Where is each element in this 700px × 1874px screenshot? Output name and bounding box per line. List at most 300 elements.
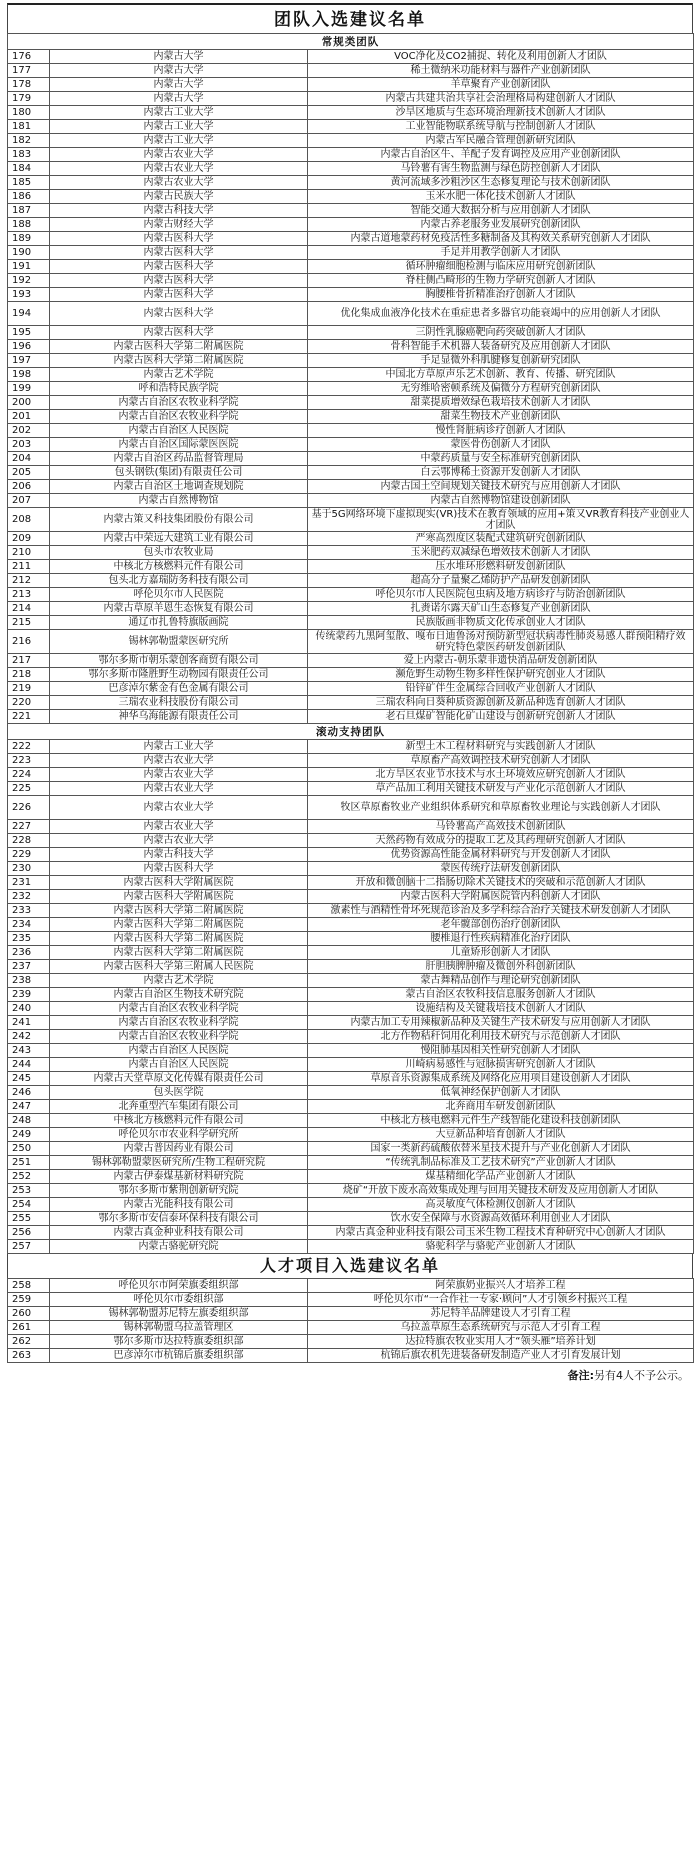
row-number: 217 [8, 654, 50, 668]
row-organization: 北奔重型汽车集团有限公司 [50, 1100, 308, 1114]
row-organization: 内蒙古自治区人民医院 [50, 1044, 308, 1058]
table-row [8, 354, 694, 368]
row-number: 189 [8, 232, 50, 246]
row-organization: 鄂尔多斯市隆胜野生动物园有限责任公司 [50, 668, 308, 682]
row-team-name: 达拉特旗农牧业实用人才“领头雁”培养计划 [308, 1335, 694, 1349]
table-row [8, 1114, 694, 1128]
row-number: 263 [8, 1349, 50, 1363]
row-team-name: VOC净化及CO2捕捉、转化及利用创新人才团队 [308, 50, 694, 64]
table-row [8, 574, 694, 588]
row-number: 259 [8, 1293, 50, 1307]
row-number: 261 [8, 1321, 50, 1335]
row-organization: 内蒙古骆驼研究院 [50, 1240, 308, 1254]
row-number: 242 [8, 1030, 50, 1044]
row-team-name: 基于5G网络环境下虚拟现实(VR)技术在教育领域的应用+策又VR教育科技产业创业人才团队 [308, 508, 694, 532]
table-row [8, 1335, 694, 1349]
table-row [8, 176, 694, 190]
row-team-name: 老石旦煤矿智能化矿山建设与创新研究创新人才团队 [308, 710, 694, 724]
row-organization: 内蒙古自治区农牧业科学院 [50, 1030, 308, 1044]
row-organization: 三瑞农业科技股份有限公司 [50, 696, 308, 710]
row-number: 201 [8, 410, 50, 424]
row-team-name: 玉米水肥一体化技术创新人才团队 [308, 190, 694, 204]
row-team-name: 蒙医骨伤创新人才团队 [308, 438, 694, 452]
row-organization: 锡林郭勒盟苏尼特左旗委组织部 [50, 1307, 308, 1321]
team-table [7, 33, 694, 1254]
table-row [8, 682, 694, 696]
table-row [8, 508, 694, 532]
talent-section-title: 人才项目入选建议名单 [7, 1254, 693, 1278]
row-number: 203 [8, 438, 50, 452]
row-number: 196 [8, 340, 50, 354]
row-team-name: 新型土木工程材料研究与实践创新人才团队 [308, 740, 694, 754]
row-organization: 内蒙古自治区农牧业科学院 [50, 396, 308, 410]
row-organization: 内蒙古医科大学第二附属医院 [50, 354, 308, 368]
table-row [8, 494, 694, 508]
table-row [8, 862, 694, 876]
row-organization: 内蒙古自治区药品监督管理局 [50, 452, 308, 466]
table-row [8, 64, 694, 78]
row-number: 207 [8, 494, 50, 508]
row-number: 182 [8, 134, 50, 148]
row-organization: 内蒙古大学 [50, 92, 308, 106]
row-organization: 包头北方嘉瑞防务科技有限公司 [50, 574, 308, 588]
section-label: 滚动支持团队 [8, 724, 694, 740]
table-row [8, 974, 694, 988]
row-team-name: 激素性与酒精性骨坏死规范诊治及多学科综合治疗关键技术研发创新人才团队 [308, 904, 694, 918]
table-row [8, 532, 694, 546]
row-number: 204 [8, 452, 50, 466]
table-row [8, 960, 694, 974]
row-team-name: 内蒙古道地蒙药材免疫活性多糖制备及其构效关系研究创新人才团队 [308, 232, 694, 246]
row-organization: 内蒙古医科大学 [50, 288, 308, 302]
row-organization: 内蒙古大学 [50, 50, 308, 64]
row-organization: 内蒙古策又科技集团股份有限公司 [50, 508, 308, 532]
row-number: 180 [8, 106, 50, 120]
row-organization: 内蒙古艺术学院 [50, 368, 308, 382]
table-row [8, 148, 694, 162]
row-organization: 内蒙古自治区人民医院 [50, 1058, 308, 1072]
table-row [8, 740, 694, 754]
row-team-name: 民族版画非物质文化传承创业人才团队 [308, 616, 694, 630]
table-row [8, 696, 694, 710]
page-title: 团队入选建议名单 [7, 3, 693, 33]
row-number: 181 [8, 120, 50, 134]
row-team-name: 开放和微创脑十二指肠切除术关键技术的突破和示范创新人才团队 [308, 876, 694, 890]
row-organization: 鄂尔多斯市安信泰环保科技有限公司 [50, 1212, 308, 1226]
row-organization: 内蒙古医科大学 [50, 274, 308, 288]
table-row [8, 988, 694, 1002]
table-row [8, 588, 694, 602]
table-row [8, 668, 694, 682]
row-team-name: 压水堆环形燃料研发创新团队 [308, 560, 694, 574]
row-number: 255 [8, 1212, 50, 1226]
row-team-name: 濒危野生动物生物多样性保护研究创业人才团队 [308, 668, 694, 682]
table-row [8, 1142, 694, 1156]
row-team-name: 内蒙古医科大学附属医院管内科创新人才团队 [308, 890, 694, 904]
row-organization: 内蒙古医科大学 [50, 246, 308, 260]
row-organization: 内蒙古医科大学 [50, 232, 308, 246]
row-team-name: 骨科智能手术机器人装备研究及应用创新人才团队 [308, 340, 694, 354]
table-row [8, 396, 694, 410]
row-team-name: 饮水安全保障与水资源高效循环利用创业人才团队 [308, 1212, 694, 1226]
table-row [8, 602, 694, 616]
table-row [8, 50, 694, 64]
row-number: 230 [8, 862, 50, 876]
row-team-name: 苏尼特羊品牌建设人才引育工程 [308, 1307, 694, 1321]
row-team-name: 烧矿“开放下废水高效集成处理与回用关键技术研发及应用创新人才团队 [308, 1184, 694, 1198]
row-organization: 内蒙古中荣远大建筑工业有限公司 [50, 532, 308, 546]
row-team-name: 北方作物秸秆饲用化利用技术研究与示范创新人才团队 [308, 1030, 694, 1044]
row-organization: 内蒙古医科大学第三附属人民医院 [50, 960, 308, 974]
row-organization: 内蒙古医科大学附属医院 [50, 876, 308, 890]
row-team-name: 高灵敏度气体检测仪创新人才团队 [308, 1198, 694, 1212]
row-team-name: 手足并用教学创新人才团队 [308, 246, 694, 260]
row-organization: 内蒙古大学 [50, 78, 308, 92]
table-row [8, 630, 694, 654]
row-organization: 通辽市扎鲁特旗版画院 [50, 616, 308, 630]
row-organization: 包头医学院 [50, 1086, 308, 1100]
table-row [8, 1100, 694, 1114]
table-row [8, 1044, 694, 1058]
table-row [8, 1016, 694, 1030]
row-organization: 内蒙古医科大学 [50, 326, 308, 340]
row-organization: 内蒙古农业大学 [50, 782, 308, 796]
row-organization: 锡林郭勒盟乌拉盖管理区 [50, 1321, 308, 1335]
row-organization: 内蒙古自治区农牧业科学院 [50, 1016, 308, 1030]
table-row [8, 424, 694, 438]
row-team-name: 内蒙古真金种业科技有限公司玉米生物工程技术育种研究中心创新人才团队 [308, 1226, 694, 1240]
row-organization: 内蒙古自然博物馆 [50, 494, 308, 508]
row-number: 188 [8, 218, 50, 232]
row-number: 205 [8, 466, 50, 480]
row-organization: 内蒙古自治区农牧业科学院 [50, 410, 308, 424]
row-organization: 内蒙古医科大学 [50, 260, 308, 274]
table-row [8, 466, 694, 480]
table-row [8, 1307, 694, 1321]
table-row [8, 654, 694, 668]
row-team-name: 甜菜生物技术产业创新团队 [308, 410, 694, 424]
table-row [8, 796, 694, 820]
row-number: 246 [8, 1086, 50, 1100]
row-number: 240 [8, 1002, 50, 1016]
table-row [8, 1072, 694, 1086]
table-row [8, 368, 694, 382]
row-number: 202 [8, 424, 50, 438]
row-organization: 内蒙古自治区国际蒙医医院 [50, 438, 308, 452]
row-number: 193 [8, 288, 50, 302]
row-organization: 内蒙古天堂草原文化传媒有限责任公司 [50, 1072, 308, 1086]
table-row [8, 1198, 694, 1212]
table-row [8, 1226, 694, 1240]
table-row [8, 1030, 694, 1044]
row-organization: 中核北方核燃料元件有限公司 [50, 1114, 308, 1128]
row-organization: 内蒙古农业大学 [50, 834, 308, 848]
row-organization: 内蒙古工业大学 [50, 134, 308, 148]
row-number: 239 [8, 988, 50, 1002]
row-team-name: 严寒高烈度区装配式建筑研究创新团队 [308, 532, 694, 546]
row-number: 187 [8, 204, 50, 218]
row-number: 195 [8, 326, 50, 340]
row-team-name: 胸腰椎骨折精准治疗创新人才团队 [308, 288, 694, 302]
row-team-name: 内蒙古共建共治共享社会治理格局构建创新人才团队 [308, 92, 694, 106]
table-row [8, 232, 694, 246]
row-organization: 内蒙古自治区生物技术研究院 [50, 988, 308, 1002]
row-number: 225 [8, 782, 50, 796]
row-team-name: 羊草聚育产业创新团队 [308, 78, 694, 92]
row-organization: 鄂尔多斯市达拉特旗委组织部 [50, 1335, 308, 1349]
row-team-name: 草产品加工利用关键技术研发与产业化示范创新人才团队 [308, 782, 694, 796]
table-row [8, 1349, 694, 1363]
row-team-name: 老年髋部创伤治疗创新团队 [308, 918, 694, 932]
row-number: 199 [8, 382, 50, 396]
row-team-name: 国家一类新药硫酸依替米星技术提升与产业化创新人才团队 [308, 1142, 694, 1156]
footnote-text: 另有4人不予公示。 [594, 1369, 689, 1382]
row-organization: 内蒙古民族大学 [50, 190, 308, 204]
row-organization: 呼和浩特民族学院 [50, 382, 308, 396]
row-number: 231 [8, 876, 50, 890]
row-team-name: 优势资源高性能金属材料研究与开发创新人才团队 [308, 848, 694, 862]
row-team-name: 内蒙古军民融合管理创新研究团队 [308, 134, 694, 148]
row-team-name: 循环肿瘤细胞检测与临床应用研究创新团队 [308, 260, 694, 274]
row-number: 194 [8, 302, 50, 326]
row-organization: 内蒙古自治区农牧业科学院 [50, 1002, 308, 1016]
row-team-name: 玉米肥药双减绿色增效技术创新人才团队 [308, 546, 694, 560]
table-row [8, 438, 694, 452]
table-row [8, 382, 694, 396]
row-team-name: 传统蒙药九黑阿玺散、嘎布日迪鲁汤对预防新型冠状病毒性肺炎易感人群预阳精疗效研究特色蒙医药研发创新团队 [308, 630, 694, 654]
row-organization: 锡林郭勒盟蒙医研究所 [50, 630, 308, 654]
row-organization: 内蒙古草原羊恩生态恢复有限公司 [50, 602, 308, 616]
row-number: 221 [8, 710, 50, 724]
row-team-name: 大豆新品种培育创新人才团队 [308, 1128, 694, 1142]
row-number: 249 [8, 1128, 50, 1142]
row-team-name: 阿荣旗奶业振兴人才培养工程 [308, 1279, 694, 1293]
row-organization: 内蒙古农业大学 [50, 768, 308, 782]
table-row [8, 1128, 694, 1142]
row-number: 183 [8, 148, 50, 162]
table-row [8, 904, 694, 918]
row-team-name: 慢性肾脏病诊疗创新人才团队 [308, 424, 694, 438]
row-team-name: 内蒙古加工专用辣椒新品种及关键生产技术研发与应用创新人才团队 [308, 1016, 694, 1030]
table-row [8, 1279, 694, 1293]
row-number: 211 [8, 560, 50, 574]
row-organization: 内蒙古农业大学 [50, 754, 308, 768]
row-team-name: 沙旱区地质与生态环境治理新技术创新人才团队 [308, 106, 694, 120]
row-number: 200 [8, 396, 50, 410]
table-row [8, 848, 694, 862]
row-team-name: 三瑞农科向日葵种质资源创新及新品种选育创新人才团队 [308, 696, 694, 710]
row-organization: 内蒙古财经大学 [50, 218, 308, 232]
row-organization: 呼伦贝尔市人民医院 [50, 588, 308, 602]
row-number: 216 [8, 630, 50, 654]
row-number: 234 [8, 918, 50, 932]
table-row [8, 946, 694, 960]
table-row [8, 410, 694, 424]
row-organization: 呼伦贝尔市阿荣旗委组织部 [50, 1279, 308, 1293]
row-organization: 内蒙古医科大学第二附属医院 [50, 932, 308, 946]
row-number: 184 [8, 162, 50, 176]
row-number: 206 [8, 480, 50, 494]
row-team-name: 呼伦贝尔市人民医院包虫病及地方病诊疗与防治创新团队 [308, 588, 694, 602]
table-row [8, 246, 694, 260]
table-row [8, 480, 694, 494]
row-organization: 呼伦贝尔市委组织部 [50, 1293, 308, 1307]
row-number: 258 [8, 1279, 50, 1293]
table-row [8, 1184, 694, 1198]
table-row [8, 162, 694, 176]
row-organization: 内蒙古农业大学 [50, 162, 308, 176]
row-number: 233 [8, 904, 50, 918]
row-number: 176 [8, 50, 50, 64]
row-organization: 内蒙古自治区土地调查规划院 [50, 480, 308, 494]
row-team-name: 北奔商用车研发创新团队 [308, 1100, 694, 1114]
table-row [8, 78, 694, 92]
table-row [8, 274, 694, 288]
table-row [8, 1170, 694, 1184]
row-organization: 内蒙古艺术学院 [50, 974, 308, 988]
row-team-name: 低氧神经保护创新人才团队 [308, 1086, 694, 1100]
row-team-name: 中蒙药质量与安全标准研究创新团队 [308, 452, 694, 466]
row-team-name: 设施结构及关键栽培技术创新人才团队 [308, 1002, 694, 1016]
table-row [8, 288, 694, 302]
row-number: 213 [8, 588, 50, 602]
row-number: 220 [8, 696, 50, 710]
row-team-name: 稀土微纳米功能材料与器件产业创新团队 [308, 64, 694, 78]
table-row [8, 302, 694, 326]
row-number: 244 [8, 1058, 50, 1072]
row-number: 212 [8, 574, 50, 588]
row-number: 192 [8, 274, 50, 288]
table-row [8, 834, 694, 848]
row-number: 185 [8, 176, 50, 190]
table-row [8, 1058, 694, 1072]
table-row [8, 1002, 694, 1016]
row-team-name: 中核北方核电燃料元件生产线智能化建设科技创新团队 [308, 1114, 694, 1128]
row-number: 210 [8, 546, 50, 560]
row-team-name: 蒙医传统疗法研发创新团队 [308, 862, 694, 876]
row-number: 232 [8, 890, 50, 904]
row-organization: 内蒙古医科大学第二附属医院 [50, 904, 308, 918]
row-organization: 呼伦贝尔市农业科学研究所 [50, 1128, 308, 1142]
row-number: 247 [8, 1100, 50, 1114]
table-row [8, 546, 694, 560]
row-number: 253 [8, 1184, 50, 1198]
document-sheet [7, 3, 693, 1383]
row-team-name: 内蒙古国土空间规划关键技术研究与应用创新人才团队 [308, 480, 694, 494]
table-row [8, 204, 694, 218]
row-organization: 巴彦淖尔紫金有色金属有限公司 [50, 682, 308, 696]
row-number: 219 [8, 682, 50, 696]
row-team-name: 工业智能物联系统导航与控制创新人才团队 [308, 120, 694, 134]
row-number: 248 [8, 1114, 50, 1128]
row-team-name: 智能交通大数据分析与应用创新人才团队 [308, 204, 694, 218]
section-label: 常规类团队 [8, 34, 694, 50]
table-row [8, 890, 694, 904]
row-number: 262 [8, 1335, 50, 1349]
footnote [7, 1367, 693, 1383]
row-number: 251 [8, 1156, 50, 1170]
row-organization: 内蒙古普因药业有限公司 [50, 1142, 308, 1156]
row-number: 190 [8, 246, 50, 260]
row-organization: 中核北方核燃料元件有限公司 [50, 560, 308, 574]
row-organization: 内蒙古医科大学 [50, 302, 308, 326]
table-row [8, 710, 694, 724]
row-number: 229 [8, 848, 50, 862]
table-row [8, 754, 694, 768]
table-row [8, 918, 694, 932]
row-organization: 包头钢铁(集团)有限责任公司 [50, 466, 308, 480]
row-number: 254 [8, 1198, 50, 1212]
row-organization: 锡林郭勒盟蒙医研究所/生物工程研究院 [50, 1156, 308, 1170]
row-team-name: 牧区草原畜牧业产业组织体系研究和草原畜牧业理论与实践创新人才团队 [308, 796, 694, 820]
table-row [8, 340, 694, 354]
table-row [8, 820, 694, 834]
table-row [8, 120, 694, 134]
row-number: 252 [8, 1170, 50, 1184]
row-organization: 内蒙古医科大学附属医院 [50, 890, 308, 904]
table-row [8, 1240, 694, 1254]
row-team-name: 蒙古舞精品创作与理论研究创新团队 [308, 974, 694, 988]
row-number: 241 [8, 1016, 50, 1030]
row-number: 218 [8, 668, 50, 682]
row-team-name: 扎赉诺尔露天矿山生态修复产业创新团队 [308, 602, 694, 616]
row-team-name: 铅锌矿伴生金属综合回收产业创新人才团队 [308, 682, 694, 696]
row-organization: 内蒙古科技大学 [50, 204, 308, 218]
row-team-name: 内蒙古自治区牛、羊配子发育调控及应用产业创新团队 [308, 148, 694, 162]
row-organization: 包头市农牧业局 [50, 546, 308, 560]
row-team-name: 黄河流域多沙粗沙区生态修复理论与技术创新团队 [308, 176, 694, 190]
row-team-name: 白云鄂博稀土资源开发创新人才团队 [308, 466, 694, 480]
row-number: 222 [8, 740, 50, 754]
row-organization: 内蒙古医科大学 [50, 862, 308, 876]
row-number: 260 [8, 1307, 50, 1321]
talent-table [7, 1278, 694, 1363]
table-row [8, 876, 694, 890]
row-number: 186 [8, 190, 50, 204]
table-row [8, 782, 694, 796]
row-team-name: 中国北方草原声乐艺术创新、教育、传播、研究团队 [308, 368, 694, 382]
row-organization: 鄂尔多斯市朝乐蒙创客商贸有限公司 [50, 654, 308, 668]
row-number: 191 [8, 260, 50, 274]
row-number: 215 [8, 616, 50, 630]
row-number: 209 [8, 532, 50, 546]
row-number: 226 [8, 796, 50, 820]
row-team-name: 呼伦贝尔市“一合作社一专家·顾问”人才引领乡村振兴工程 [308, 1293, 694, 1307]
row-team-name: 腰椎退行性疾病精准化治疗团队 [308, 932, 694, 946]
row-team-name: 蒙古自治区农牧科技信息服务创新人才团队 [308, 988, 694, 1002]
row-number: 243 [8, 1044, 50, 1058]
footnote-label: 备注: [567, 1369, 594, 1382]
table-row [8, 932, 694, 946]
row-number: 223 [8, 754, 50, 768]
row-number: 250 [8, 1142, 50, 1156]
row-number: 256 [8, 1226, 50, 1240]
row-team-name: 骆驼科学与骆驼产业创新人才团队 [308, 1240, 694, 1254]
table-row [8, 616, 694, 630]
row-team-name: 无穷维哈密顿系统及偏微分方程研究创新团队 [308, 382, 694, 396]
section-header-row [8, 724, 694, 740]
table-row [8, 218, 694, 232]
row-organization: 内蒙古工业大学 [50, 740, 308, 754]
row-organization: 内蒙古伊泰煤基新材料研究院 [50, 1170, 308, 1184]
row-organization: 内蒙古自治区人民医院 [50, 424, 308, 438]
row-team-name: 杭锦后旗农机先进装备研发制造产业人才引育发展计划 [308, 1349, 694, 1363]
row-team-name: 超高分子量聚乙烯防护产品研发创新团队 [308, 574, 694, 588]
row-organization: 内蒙古农业大学 [50, 820, 308, 834]
row-organization: 内蒙古农业大学 [50, 176, 308, 190]
row-number: 198 [8, 368, 50, 382]
table-row [8, 1086, 694, 1100]
